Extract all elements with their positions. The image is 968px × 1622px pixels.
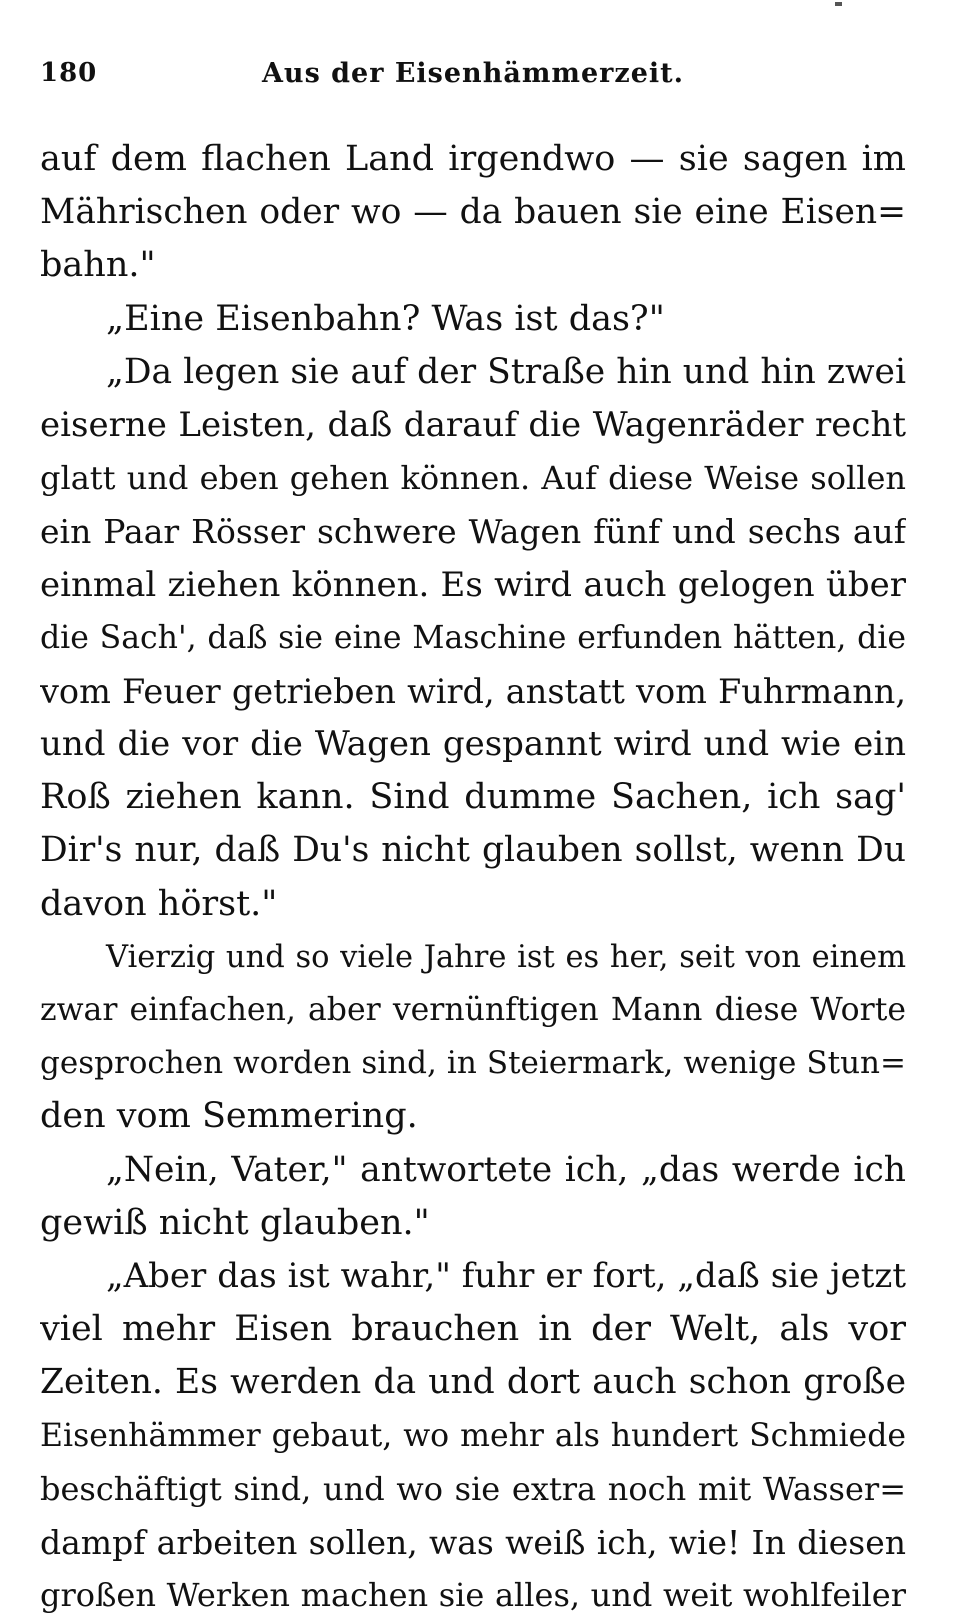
text-line: Vierzig und so viele Jahre ist es her, seit von einem bbox=[106, 939, 906, 975]
text-line: Mährischen oder wo — da bauen sie eine Eisen= bbox=[40, 192, 906, 233]
text-line: die Sach', daß sie eine Maschine erfunden hätten, die bbox=[40, 619, 906, 656]
text-line: gesprochen worden sind, in Steiermark, wenige Stun= bbox=[40, 1045, 906, 1082]
page-header bbox=[40, 58, 906, 106]
text-line: Eisenhämmer gebaut, wo mehr als hundert Schmiede bbox=[40, 1417, 906, 1454]
text-line: Dir's nur, daß Du's nicht glauben sollst, wenn Du bbox=[40, 830, 906, 871]
text-line: einmal ziehen können. Es wird auch gelogen über bbox=[40, 564, 906, 605]
text-line: „Eine Eisenbahn? Was ist das?" bbox=[106, 298, 665, 339]
text-line: großen Werken machen sie alles, und weit wohlfeiler bbox=[40, 1576, 906, 1615]
text-line: viel mehr Eisen brauchen in der Welt, als vor bbox=[40, 1309, 906, 1350]
text-line: glatt und eben gehen können. Auf diese Weise sollen bbox=[40, 459, 906, 498]
text-line: und die vor die Wagen gespannt wird und wie ein bbox=[40, 724, 906, 765]
page-number: 180 bbox=[40, 58, 98, 88]
running-title: Aus der Eisenhämmerzeit. bbox=[261, 58, 684, 89]
text-line: Zeiten. Es werden da und dort auch schon große bbox=[40, 1362, 906, 1403]
text-line: dampf arbeiten sollen, was weiß ich, wie! In diesen bbox=[40, 1522, 906, 1562]
text-line: Roß ziehen kann. Sind dumme Sachen, ich sag' bbox=[40, 777, 906, 818]
text-line: vom Feuer getrieben wird, anstatt vom Fuhrmann, bbox=[40, 671, 906, 711]
scan-speck bbox=[835, 2, 842, 6]
text-line: „Da legen sie auf der Straße hin und hin zwei bbox=[106, 351, 906, 392]
text-line: auf dem flachen Land irgendwo — sie sagen im bbox=[40, 139, 906, 179]
text-line: ein Paar Rösser schwere Wagen fünf und sechs auf bbox=[40, 512, 906, 552]
text-line: „Nein, Vater," antwortete ich, „das werde ich bbox=[106, 1149, 906, 1190]
text-line: zwar einfachen, aber vernünftigen Mann diese Worte bbox=[40, 992, 906, 1028]
body-text bbox=[40, 133, 906, 1622]
text-line: davon hörst." bbox=[40, 883, 278, 924]
text-line: „Aber das ist wahr," fuhr er fort, „daß sie jetzt bbox=[106, 1255, 906, 1296]
text-line: gewiß nicht glauben." bbox=[40, 1202, 430, 1243]
text-line: beschäftigt sind, und wo sie extra noch mit Wasser= bbox=[40, 1469, 906, 1508]
text-line: den vom Semmering. bbox=[40, 1096, 418, 1137]
text-line: bahn." bbox=[40, 245, 156, 286]
text-line: eiserne Leisten, daß darauf die Wagenräder recht bbox=[40, 404, 906, 445]
